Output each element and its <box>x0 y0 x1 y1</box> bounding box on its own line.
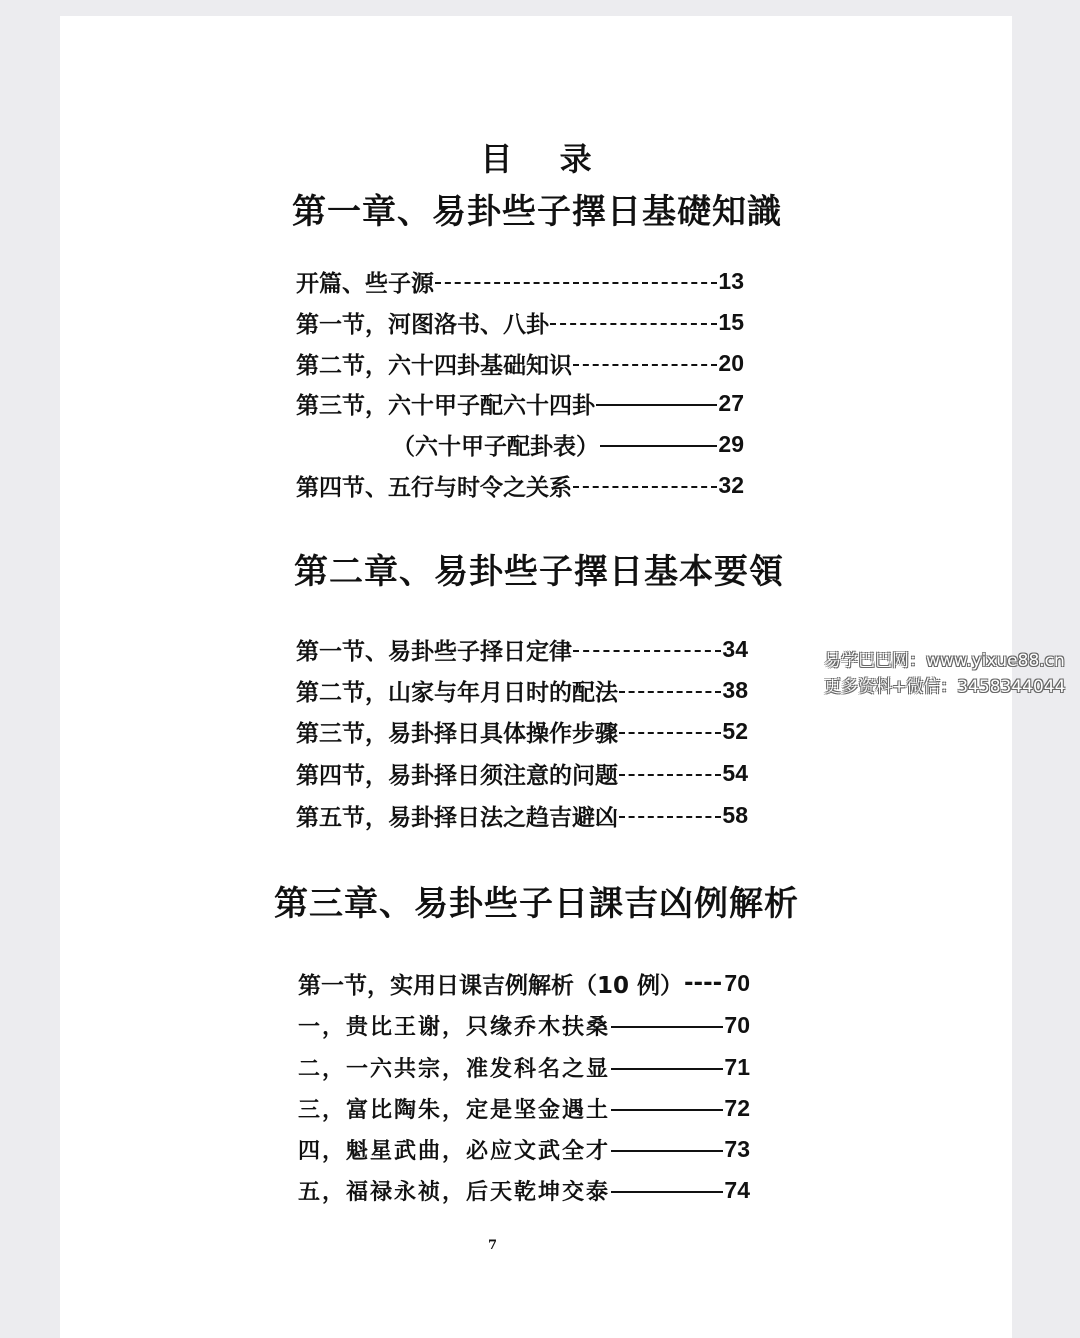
toc-entry-page: 54 <box>722 759 748 786</box>
watermark-line-1: 易学巴巴网：www.yixue88.cn <box>824 651 1065 671</box>
toc-entry-label: 开篇、些子源 <box>296 270 434 297</box>
title-char-1: 目 <box>480 140 513 178</box>
dot-leader <box>573 650 721 652</box>
chapter-1-heading: 第一章、易卦些子擇日基礎知識 <box>292 192 782 232</box>
toc-entry-label: 第一节，实用日课吉例解析（10 例） <box>298 972 684 999</box>
toc-entry-page: 20 <box>718 349 744 376</box>
toc-entry[interactable] <box>392 429 744 459</box>
title-char-2: 录 <box>559 140 592 178</box>
dot-leader <box>619 691 721 693</box>
toc-entry-label: 第三节，易卦择日具体操作步骤 <box>296 720 618 747</box>
toc-entry-label: 第二节，六十四卦基础知识 <box>296 352 572 379</box>
dot-leader <box>619 816 721 818</box>
solid-leader <box>596 404 717 406</box>
toc-entry-page: 71 <box>724 1053 750 1080</box>
toc-entry[interactable] <box>298 1093 750 1123</box>
dash-leader: ---- <box>684 970 723 996</box>
toc-entry-page: 15 <box>718 308 744 335</box>
dot-leader <box>619 732 721 734</box>
solid-leader <box>611 1109 723 1111</box>
toc-entry[interactable] <box>296 800 748 830</box>
toc-entry-label: 五，福禄永祯，后天乾坤交泰 <box>298 1178 611 1205</box>
watermark-line-2: 更多资料+微信：3458344044 <box>824 677 1066 697</box>
toc-entry-page: 70 <box>724 969 750 996</box>
toc-entry[interactable] <box>296 758 748 788</box>
toc-entry-page: 29 <box>718 430 744 457</box>
toc-entry-label: 第二节，山家与年月日时的配法 <box>296 679 618 706</box>
toc-entry-page: 52 <box>722 717 748 744</box>
toc-entry-label: 第一节，河图洛书、八卦 <box>296 311 549 338</box>
toc-entry-page: 70 <box>724 1011 750 1038</box>
chapter-2-heading: 第二章、易卦些子擇日基本要領 <box>294 552 784 592</box>
toc-entry-page: 27 <box>718 389 744 416</box>
toc-entry[interactable] <box>298 968 750 998</box>
toc-entry-label: 二，一六共宗，准发科名之显 <box>298 1055 611 1082</box>
toc-entry-page: 72 <box>724 1094 750 1121</box>
toc-entry-label: 一，贵比王谢，只缘乔木扶桑 <box>298 1013 611 1040</box>
dot-leader <box>619 774 721 776</box>
toc-entry[interactable] <box>296 388 744 418</box>
toc-entry-page: 32 <box>718 471 744 498</box>
toc-entry-label: 第四节，易卦择日须注意的问题 <box>296 762 618 789</box>
toc-entry-label: 第一节、易卦些子择日定律 <box>296 638 572 665</box>
dot-leader <box>550 323 717 325</box>
toc-entry-label: （六十甲子配卦表） <box>392 433 599 460</box>
solid-leader <box>611 1026 723 1028</box>
toc-entry-label: 第三节，六十甲子配六十四卦 <box>296 392 595 419</box>
toc-entry-label: 第五节，易卦择日法之趋吉避凶 <box>296 804 618 831</box>
solid-leader <box>611 1150 723 1152</box>
toc-entry-page: 13 <box>718 267 744 294</box>
toc-title <box>60 134 1012 180</box>
page-number: 7 <box>488 1238 498 1253</box>
toc-entry[interactable] <box>298 1175 750 1205</box>
toc-entry-page: 58 <box>722 801 748 828</box>
toc-entry-label: 第四节、五行与时令之关系 <box>296 474 572 501</box>
toc-entry-label: 三，富比陶朱，定是坚金遇土 <box>298 1096 611 1123</box>
solid-leader <box>611 1191 723 1193</box>
toc-entry[interactable] <box>296 634 748 664</box>
toc-entry[interactable] <box>298 1052 750 1082</box>
dot-leader <box>573 364 717 366</box>
toc-entry[interactable] <box>296 307 744 337</box>
toc-entry-page: 73 <box>724 1135 750 1162</box>
dot-leader <box>435 282 717 284</box>
toc-entry-page: 34 <box>722 635 748 662</box>
toc-entry[interactable] <box>296 470 744 500</box>
chapter-3-heading: 第三章、易卦些子日課吉凶例解析 <box>274 884 799 924</box>
toc-entry[interactable] <box>296 348 744 378</box>
toc-entry[interactable] <box>296 675 748 705</box>
toc-entry[interactable] <box>298 1010 750 1040</box>
toc-entry-label: 四，魁星武曲，必应文武全才 <box>298 1137 611 1164</box>
solid-leader <box>611 1068 723 1070</box>
toc-entry-page: 38 <box>722 676 748 703</box>
toc-entry-page: 74 <box>724 1176 750 1203</box>
toc-entry[interactable] <box>298 1134 750 1164</box>
solid-leader <box>600 445 717 447</box>
toc-entry[interactable] <box>296 266 744 296</box>
toc-entry[interactable] <box>296 716 748 746</box>
dot-leader <box>573 486 717 488</box>
